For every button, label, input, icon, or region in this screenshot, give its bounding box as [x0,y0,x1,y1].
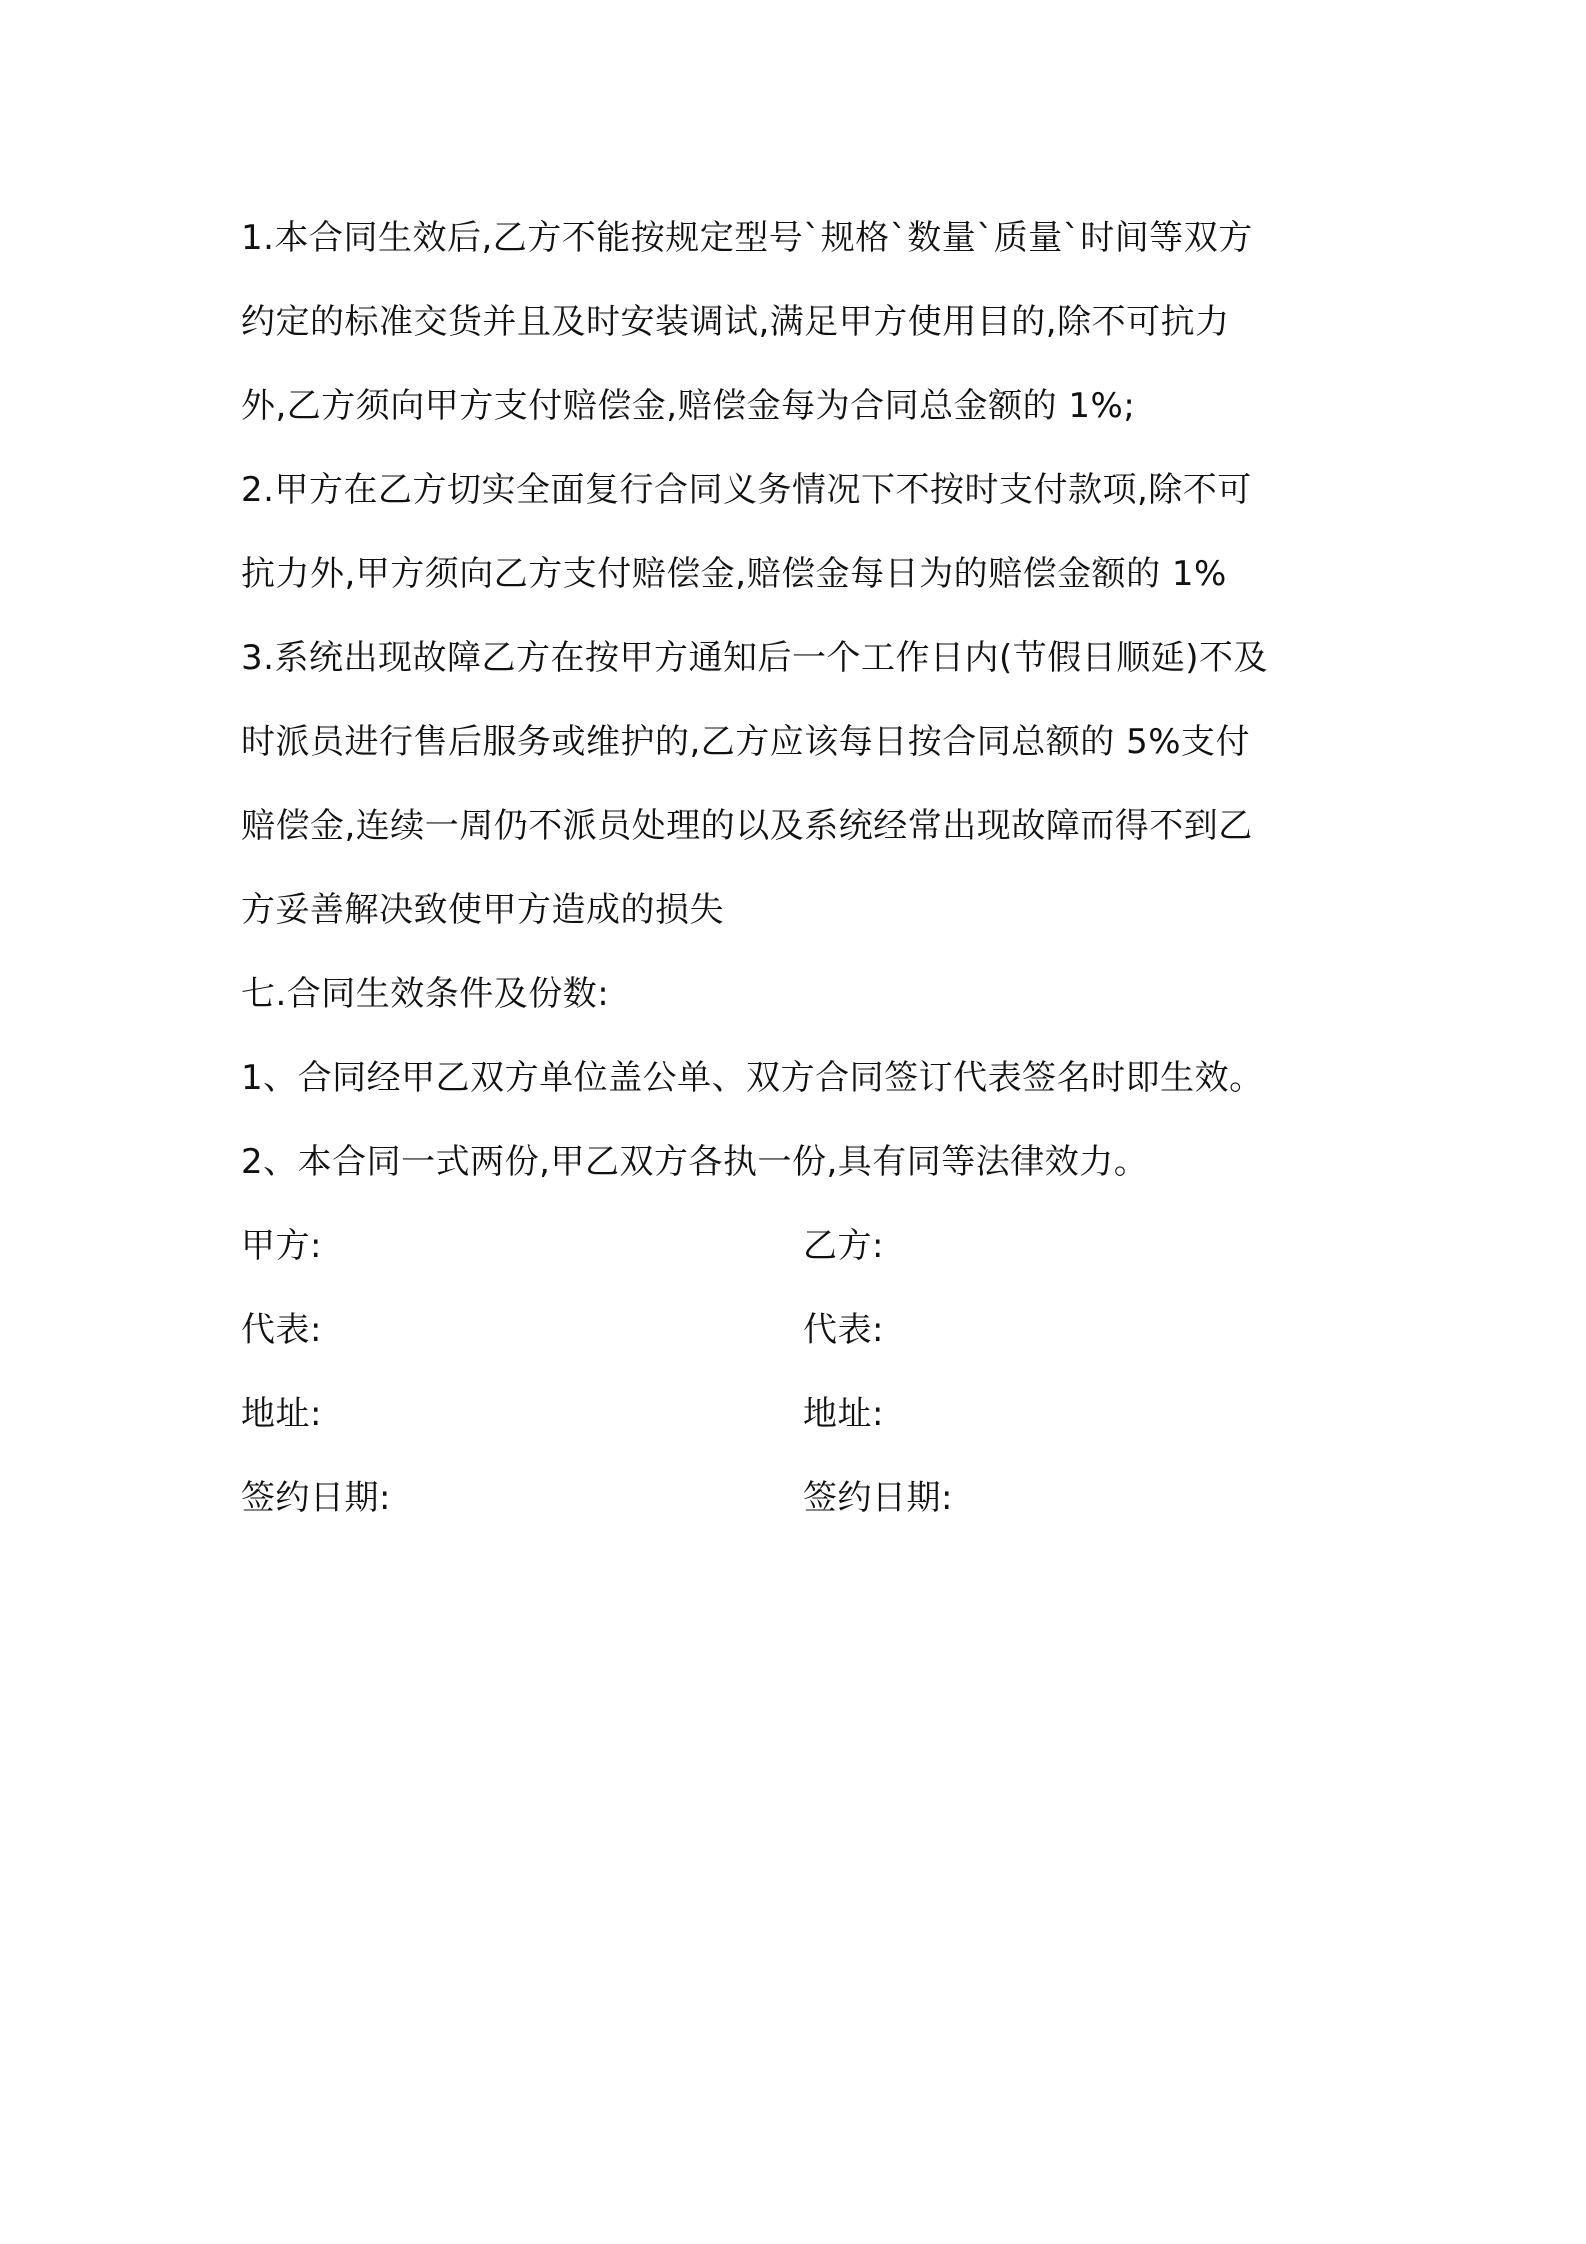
signature-row-party [241,1204,1361,1288]
clause-2 [241,448,1361,616]
clause-3-line: 赔偿金,连续一周仍不派员处理的以及系统经常出现故障而得不到乙 [241,806,1253,846]
section-7-heading: 七.合同生效条件及份数: [241,974,610,1014]
party-a-representative-label: 代表: [241,1310,322,1350]
party-b-representative-label: 代表: [803,1310,884,1350]
clause-2-line: 2.甲方在乙方切实全面复行合同义务情况下不按时支付款项,除不可 [241,470,1252,510]
clause-1-line: 外,乙方须向甲方支付赔偿金,赔偿金每为合同总金额的 1%; [241,386,1136,426]
signature-block [241,1204,1361,1540]
party-b-date-label: 签约日期: [803,1478,953,1518]
clause-3 [241,616,1361,952]
clause-1 [241,196,1361,448]
signature-row-address [241,1372,1361,1456]
clause-3-line: 3.系统出现故障乙方在按甲方通知后一个工作日内(节假日顺延)不及 [241,638,1268,678]
signature-row-date [241,1456,1361,1540]
clause-1-line: 约定的标准交货并且及时安装调试,满足甲方使用目的,除不可抗力 [241,302,1230,342]
clause-3-line: 方妥善解决致使甲方造成的损失 [241,890,724,930]
clause-3-line: 时派员进行售后服务或维护的,乙方应该每日按合同总额的 5%支付 [241,722,1251,762]
clause-2-line: 抗力外,甲方须向乙方支付赔偿金,赔偿金每日为的赔偿金额的 1% [241,554,1227,594]
party-a-address-label: 地址: [241,1394,322,1434]
section-7 [241,952,1361,1204]
party-a-label: 甲方: [241,1226,322,1266]
party-a-date-label: 签约日期: [241,1478,391,1518]
clause-1-line: 1.本合同生效后,乙方不能按规定型号`规格`数量`质量`时间等双方 [241,218,1253,258]
contract-body [241,196,1361,1540]
signature-row-representative [241,1288,1361,1372]
section-7-item-2: 2、本合同一式两份,甲乙双方各执一份,具有同等法律效力。 [241,1142,1149,1182]
party-b-address-label: 地址: [803,1394,884,1434]
party-b-label: 乙方: [803,1226,884,1266]
section-7-item-1: 1、合同经甲乙双方单位盖公单、双方合同签订代表签名时即生效。 [241,1058,1264,1098]
